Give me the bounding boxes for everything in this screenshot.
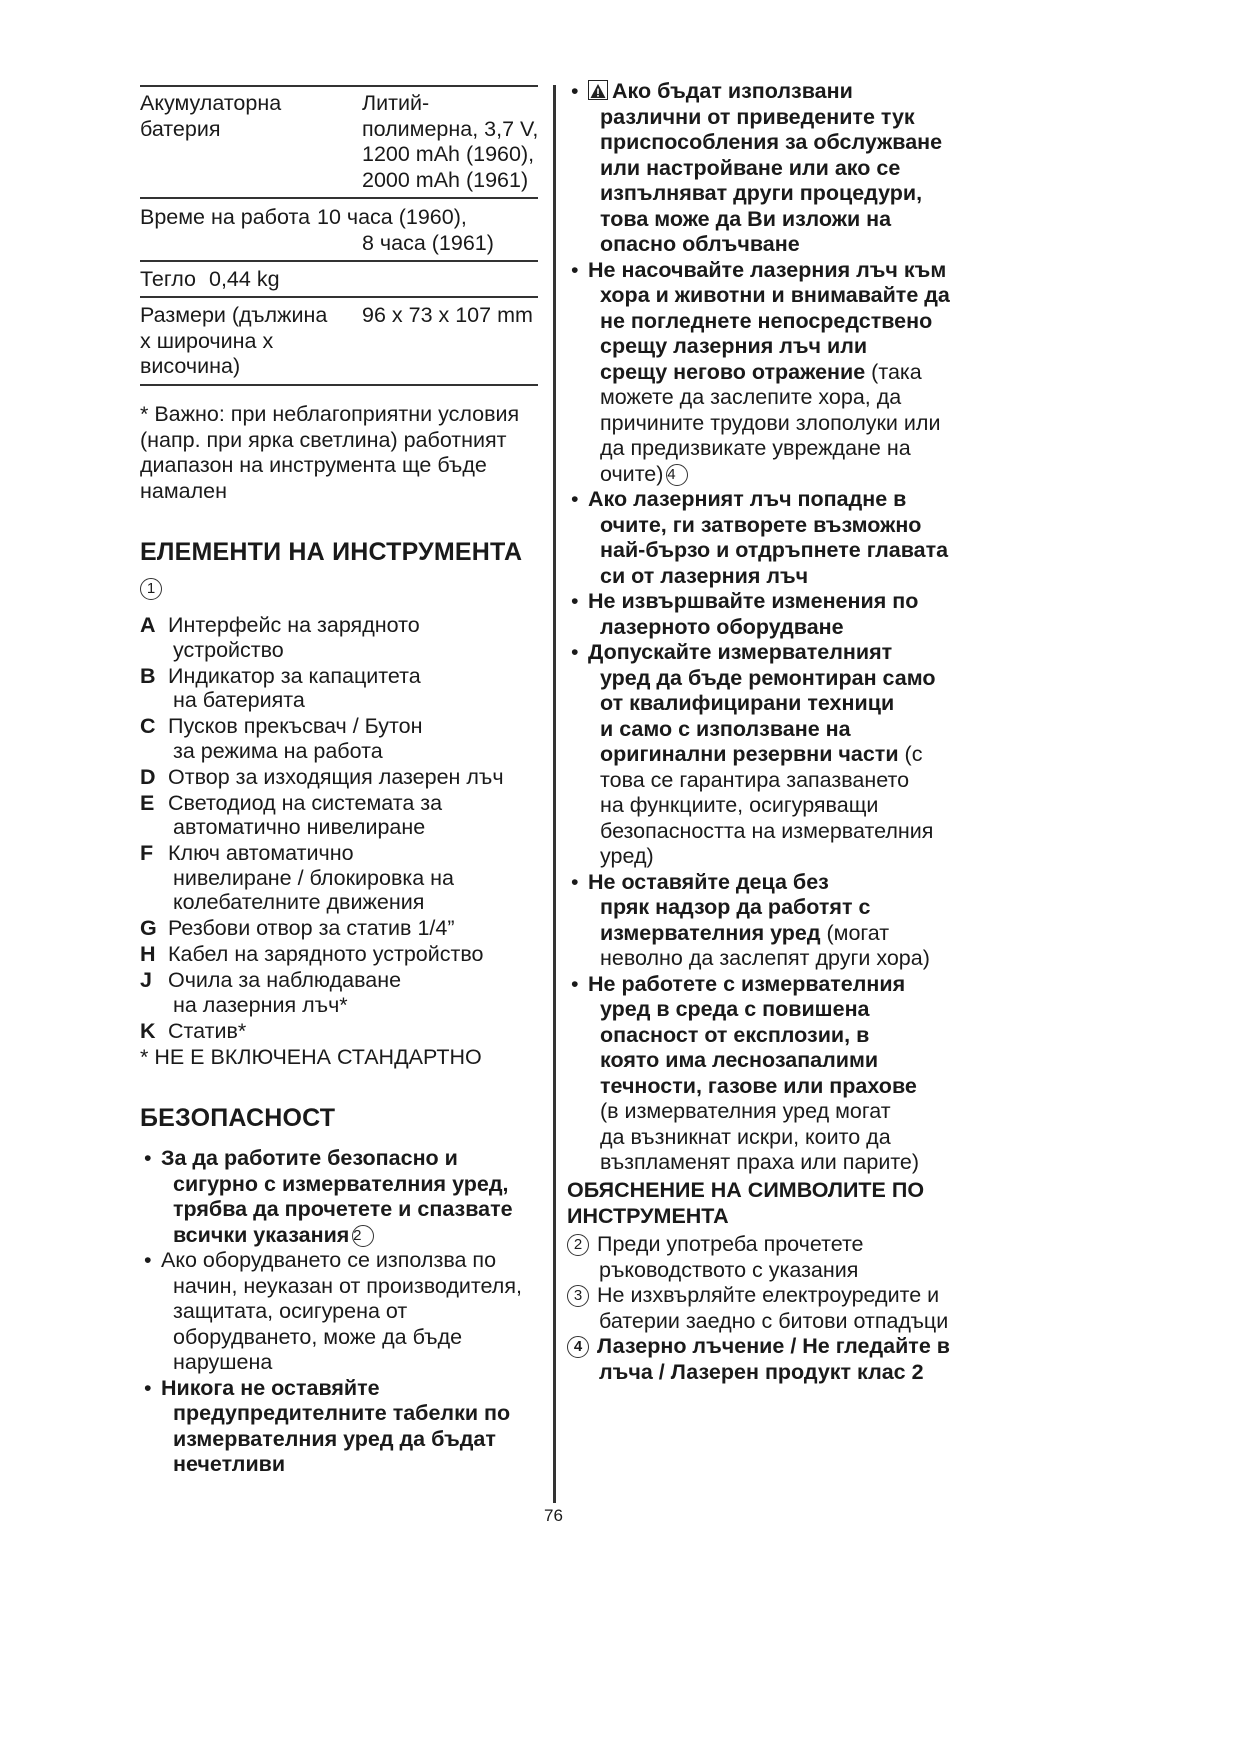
figure-ref: 1 bbox=[140, 578, 162, 600]
list-item bbox=[140, 1146, 540, 1248]
bullet-icon: • bbox=[144, 1375, 152, 1400]
symbol-item bbox=[567, 1334, 987, 1385]
bullet-bold-text: За да работите безопасно и сигурно с измервателния уред, трябва да прочетете и спазвате всички указания bbox=[161, 1146, 513, 1247]
list-item bbox=[567, 870, 987, 972]
spec-value: 0,44 kg bbox=[209, 267, 280, 291]
column-divider bbox=[553, 85, 556, 1503]
list-item bbox=[567, 79, 987, 258]
element-text: Резбови отвор за статив 1/4” bbox=[168, 916, 455, 940]
symbol-text: Лазерно лъчение / Не гледайте в лъча / Лазерен продукт клас 2 bbox=[597, 1334, 950, 1384]
element-letter: K bbox=[140, 1018, 156, 1043]
symbol-number: 3 bbox=[567, 1285, 589, 1307]
symbols-heading: ОБЯСНЕНИЕ НА СИМВОЛИТЕ ПО ИНСТРУМЕНТА bbox=[567, 1178, 925, 1228]
list-item bbox=[567, 589, 987, 640]
element-item bbox=[140, 916, 540, 941]
symbol-item bbox=[567, 1232, 987, 1283]
spec-value-inline: 10 часа (1960), 8 часа (1961) bbox=[317, 205, 494, 255]
bullet-icon: • bbox=[571, 257, 579, 282]
element-item bbox=[140, 791, 540, 840]
bullet-bold-text: Не оставяйте деца без пряк надзор да работят с измервателния уред bbox=[588, 869, 871, 945]
element-text: Отвор за изходящия лазерен лъч bbox=[168, 764, 504, 789]
bullet-text: (с това се гарантира запазването на функциите, осигуряващи безопасността на измервателния уред) bbox=[600, 742, 934, 868]
symbol-text: Не изхвърляйте електроуредите и батерии заедно с битови отпадъци bbox=[597, 1283, 949, 1333]
table-rule bbox=[140, 384, 538, 386]
elements-heading: ЕЛЕМЕНТИ НА ИНСТРУМЕНТА bbox=[140, 538, 523, 566]
element-text: Светодиод на системата за автоматично нивелиране bbox=[168, 790, 443, 839]
bullet-icon: • bbox=[571, 869, 579, 894]
element-letter: B bbox=[140, 663, 156, 688]
element-letter: A bbox=[140, 613, 156, 637]
bullet-bold-text: Никога не оставяйте предупредителните табелки по измервателния уред да бъдат нечетливи bbox=[161, 1375, 511, 1476]
element-text: Индикатор за капацитета на батерията bbox=[168, 663, 421, 712]
bullet-bold-text: Не извършвайте изменения по лазерното оборудване bbox=[588, 589, 919, 639]
element-item bbox=[140, 1019, 540, 1044]
spec-value: 96 x 73 x 107 mm bbox=[362, 303, 533, 327]
element-letter: D bbox=[140, 764, 156, 789]
list-item bbox=[567, 487, 987, 589]
element-item bbox=[140, 613, 540, 662]
safety-list-right bbox=[567, 79, 987, 1176]
bullet-text: Ако оборудването се използва по начин, неуказан от производителя, защитата, осигурена от оборудването, може да бъде нарушена bbox=[161, 1248, 522, 1374]
element-item bbox=[140, 841, 540, 915]
spec-value: Литий- полимерна, 3,7 V, 1200 mAh (1960), 2000 mAh (1961) bbox=[362, 91, 539, 192]
bullet-text: (така можете да заслепите хора, да причините трудови злополуки или да предизвикате увреждане на очите) bbox=[600, 359, 941, 486]
bullet-bold-text: Ако лазерният лъч попадне в очите, ги затворете възможно най-бързо и отдръпнете главата си от лазерния лъч bbox=[588, 487, 949, 588]
bullet-icon: • bbox=[571, 487, 579, 511]
element-letter: E bbox=[140, 790, 155, 815]
element-text: Кабел на зарядното устройство bbox=[168, 942, 484, 966]
elements-list bbox=[140, 613, 540, 1071]
bullet-text: (могат неволно да заслепят други хора) bbox=[600, 920, 930, 970]
list-item bbox=[567, 258, 987, 488]
symbols-list bbox=[567, 1232, 987, 1385]
safety-heading: БЕЗОПАСНОСТ bbox=[140, 1104, 336, 1132]
figure-ref: 4 bbox=[666, 464, 688, 486]
specs-note: * Важно: при неблагоприятни условия (напр. при ярка светлина) работният диапазон на инструмента ще бъде намален bbox=[140, 402, 520, 503]
element-text: Интерфейс на зарядното устройство bbox=[168, 613, 420, 662]
element-item bbox=[140, 664, 540, 713]
safety-list-left bbox=[140, 1146, 540, 1478]
element-letter: C bbox=[140, 714, 156, 738]
table-rule bbox=[140, 85, 538, 87]
element-letter: H bbox=[140, 942, 156, 966]
figure-ref: 2 bbox=[352, 1225, 374, 1247]
element-letter: G bbox=[140, 916, 157, 940]
bullet-icon: • bbox=[571, 971, 579, 996]
list-item bbox=[567, 972, 987, 1176]
spec-label: Време на работа bbox=[140, 205, 311, 229]
table-rule bbox=[140, 296, 538, 298]
list-item bbox=[140, 1376, 540, 1478]
bullet-bold-text: Не насочвайте лазерния лъч към хора и животни и внимавайте да не погледнете непосредствено срещу лазерния лъч или срещу негово отражение bbox=[588, 257, 950, 384]
element-text: Очила за наблюдаване на лазерния лъч* bbox=[168, 968, 402, 1017]
bullet-icon: • bbox=[571, 589, 579, 613]
list-item bbox=[140, 1248, 540, 1376]
spec-label: Акумулаторна батерия bbox=[140, 91, 282, 141]
table-rule bbox=[140, 197, 538, 199]
bullet-icon: • bbox=[144, 1146, 152, 1170]
element-text: Ключ автоматично нивелиране / блокировка на колебателните движения bbox=[168, 841, 455, 914]
symbol-item bbox=[567, 1283, 987, 1334]
warning-icon bbox=[588, 80, 608, 100]
bullet-text: (в измервателния уред могат да възникнат искри, които да възпламенят праха или парите) bbox=[600, 1099, 920, 1174]
bullet-bold-text: Допускайте измервателният уред да бъде ремонтиран само от квалифицирани техници и само с използване на оригинални резервни части bbox=[588, 640, 936, 766]
page-number: 76 bbox=[544, 1506, 563, 1525]
bullet-icon: • bbox=[144, 1248, 152, 1272]
symbol-text: Преди употреба прочетете ръководството с указания bbox=[597, 1232, 864, 1282]
element-item bbox=[140, 714, 540, 763]
spec-label: Размери (дължина х широчина х височина) bbox=[140, 303, 328, 378]
bullet-bold-text: Не работете с измервателния уред в среда с повишена опасност от експлозии, в която има леснозапалими течности, газове или прахове bbox=[588, 971, 917, 1098]
symbol-number: 4 bbox=[567, 1336, 589, 1358]
bullet-bold-text: Ако бъдат използвани различни от приведените тук приспособления за обслужване или настройване или ако се изпълняват други процедури, това може да Ви изложи на опасно облъчване bbox=[600, 79, 943, 256]
bullet-icon: • bbox=[571, 79, 579, 103]
element-item bbox=[140, 942, 540, 967]
element-item bbox=[140, 968, 540, 1017]
element-text: Пусков прекъсвач / Бутон за режима на работа bbox=[168, 714, 423, 763]
element-letter: J bbox=[140, 968, 152, 992]
bullet-icon: • bbox=[571, 640, 579, 664]
element-letter: F bbox=[140, 841, 154, 865]
element-text: Статив* bbox=[168, 1018, 247, 1043]
element-item bbox=[140, 765, 540, 790]
spec-label: Тегло bbox=[140, 267, 196, 291]
symbol-number: 2 bbox=[567, 1234, 589, 1256]
elements-footnote: * НЕ Е ВКЛЮЧЕНА СТАНДАРТНО bbox=[140, 1044, 482, 1069]
table-rule bbox=[140, 260, 538, 262]
list-item bbox=[567, 640, 987, 870]
